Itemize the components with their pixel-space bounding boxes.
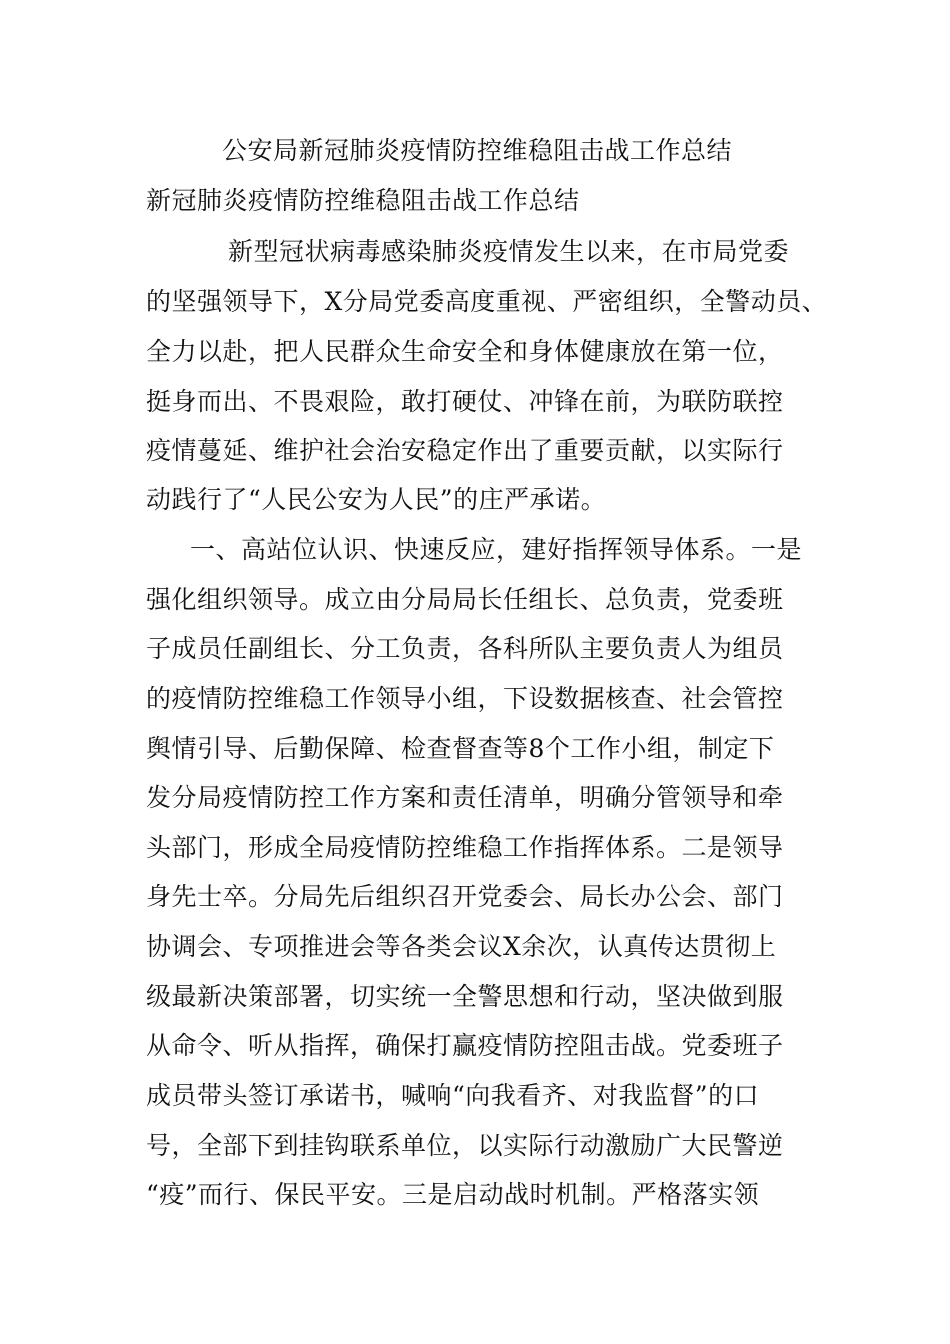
paragraph-line: 从命令、听从指挥，确保打赢疫情防控阻击战。党委班子 [146,1031,784,1060]
paragraph-line: 协调会、专项推进会等各类会议X余次，认真传达贯彻上 [146,932,777,961]
paragraph-line: 舆情引导、后勤保障、检查督查等8个工作小组，制定下 [146,734,775,763]
paragraph-line: 强化组织领导。成立由分局局长任组长、总负责，党委班 [146,585,784,614]
paragraph-line: 级最新决策部署，切实统一全警思想和行动，坚决做到服 [146,982,784,1011]
paragraph-line: 新型冠状病毒感染肺炎疫情发生以来，在市局党委 [228,237,790,266]
paragraph-line: 一、高站位认识、快速反应，建好指挥领导体系。一是 [190,535,803,564]
paragraph-line: “疫”而行、保民平安。三是启动战时机制。严格落实领 [146,1180,760,1209]
paragraph-line: 挺身而出、不畏艰险，敢打硬仗、冲锋在前，为联防联控 [146,387,784,416]
paragraph-line: 的坚强领导下，X分局党委高度重视、严密组织，全警动员、 [146,287,828,316]
document-subtitle: 新冠肺炎疫情防控维稳阻击战工作总结 [146,186,580,215]
paragraph-line: 全力以赴，把人民群众生命安全和身体健康放在第一位， [146,337,784,366]
paragraph-line: 子成员任副组长、分工负责，各科所队主要负责人为组员 [146,634,784,663]
paragraph-line: 头部门，形成全局疫情防控维稳工作指挥体系。二是领导 [146,833,784,862]
document-title: 公安局新冠肺炎疫情防控维稳阻击战工作总结 [222,136,733,165]
paragraph-line: 疫情蔓延、维护社会治安稳定作出了重要贡献，以实际行 [146,436,784,465]
paragraph-line: 的疫情防控维稳工作领导小组，下设数据核查、社会管控 [146,684,784,713]
paragraph-line: 身先士卒。分局先后组织召开党委会、局长办公会、部门 [146,882,784,911]
paragraph-line: 动践行了“人民公安为人民”的庄严承诺。 [146,485,607,514]
paragraph-line: 号，全部下到挂钩联系单位，以实际行动激励广大民警逆 [146,1131,784,1160]
paragraph-line: 发分局疫情防控工作方案和责任清单，明确分管领导和牵 [146,783,784,812]
paragraph-line: 成员带头签订承诺书，喊响“向我看齐、对我监督”的口 [146,1081,760,1110]
